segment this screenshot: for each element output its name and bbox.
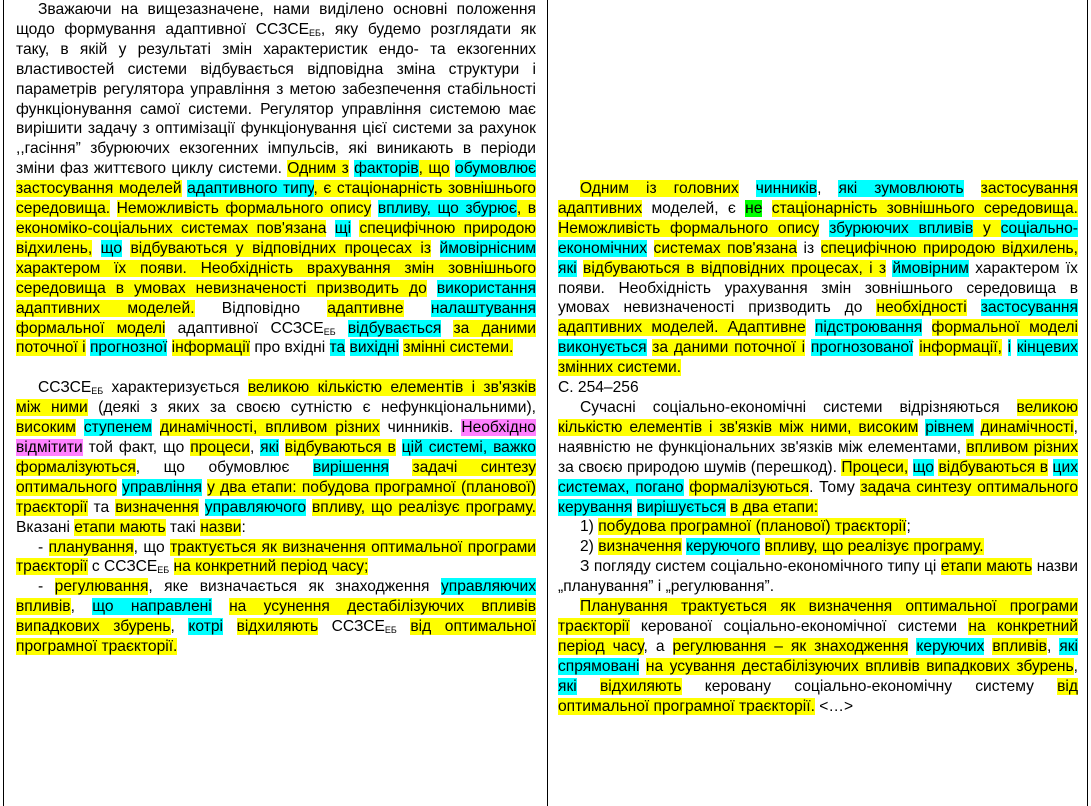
- text-run: [371, 200, 378, 217]
- highlighted-text: змінних системи.: [558, 359, 682, 377]
- text-run: [739, 180, 756, 197]
- highlighted-text: адаптивних моделей. Адаптивне: [558, 319, 806, 337]
- text-run: [805, 339, 811, 356]
- text-run: ,: [1046, 637, 1060, 655]
- highlighted-text: керування: [558, 498, 633, 516]
- highlighted-text: збурюючих впливів: [829, 219, 974, 237]
- highlighted-text: високим: [16, 419, 76, 437]
- text-run: [167, 339, 171, 356]
- highlighted-text: великою кількістю елементів і зв'язків між ними: [16, 379, 536, 417]
- right-column: [547, 0, 1088, 806]
- text-run: 1): [580, 518, 599, 536]
- left-column: [3, 0, 546, 806]
- highlighted-text: на усунення дестабілізуючих впливів випадкових збурень: [16, 598, 536, 636]
- highlighted-text: побудова програмної (планової) траєкторії: [598, 518, 907, 536]
- highlighted-text: інформації,: [919, 339, 1002, 357]
- paragraph-gap: [16, 358, 536, 378]
- highlighted-text: які: [558, 259, 577, 277]
- highlighted-text: впливом різних: [966, 438, 1078, 456]
- subscript: ЕБ: [309, 27, 321, 38]
- text-run: [169, 558, 173, 575]
- text-run: [404, 300, 431, 317]
- highlighted-text: Необхідно відмітити: [16, 419, 536, 457]
- highlighted-text: на усування дестабілізуючих впливів випадкових збурень: [645, 657, 1074, 675]
- text-run: , а: [643, 637, 673, 655]
- highlighted-text: відбувається: [347, 319, 442, 337]
- highlighted-text: на конкретний період часу: [558, 617, 1078, 655]
- text-run: [964, 180, 981, 197]
- highlighted-text: системах пов'язана: [653, 239, 798, 257]
- subscript: ЕБ: [384, 625, 397, 636]
- highlighted-text: , що: [418, 160, 450, 178]
- text-run: [647, 240, 653, 257]
- highlighted-text: чинників: [755, 180, 818, 197]
- highlighted-text: факторів: [354, 160, 419, 178]
- text-run: ССЗСЕ: [318, 618, 385, 636]
- highlighted-text: задача синтезу оптимального: [860, 478, 1078, 496]
- highlighted-text: вирішується: [636, 498, 726, 516]
- highlighted-text: за даними поточної і: [16, 319, 537, 357]
- highlighted-text: формальної моделі: [931, 319, 1078, 337]
- highlighted-text: ступенем: [83, 419, 152, 437]
- highlighted-text: етапи мають: [940, 558, 1033, 576]
- paragraph: [16, 378, 536, 537]
- highlighted-text: адаптивне: [327, 299, 404, 317]
- highlighted-text: Неможливість формального опису: [116, 200, 372, 218]
- highlighted-text: впливу, що реалізує програму.: [312, 498, 536, 516]
- text-run: із: [797, 239, 821, 257]
- highlighted-text: Процеси,: [841, 458, 909, 476]
- highlighted-text: адаптивних моделей.: [16, 299, 195, 317]
- highlighted-text: змінні системи.: [403, 339, 514, 357]
- text-run: Вказані: [16, 518, 75, 536]
- text-run: [212, 598, 229, 615]
- text-run: С. 254–256: [558, 379, 639, 397]
- highlighted-text: формальної моделі: [16, 319, 166, 337]
- highlighted-text: застосування моделей: [16, 180, 182, 198]
- highlighted-text: кінцевих: [1016, 339, 1078, 357]
- text-run: , наявністю не функціональних зв'язків між елементами,: [558, 418, 1078, 456]
- highlighted-text: задачі синтезу оптимального: [16, 458, 536, 496]
- text-run: ,: [170, 618, 189, 636]
- highlighted-text: формалізуються: [689, 478, 810, 496]
- text-run: <…>: [814, 697, 854, 715]
- highlighted-text: від оптимальної програмної траєкторії.: [558, 677, 1078, 715]
- text-run: [92, 240, 100, 257]
- paragraph: [16, 577, 536, 657]
- highlighted-text: інформації: [171, 339, 251, 357]
- highlighted-text: специфічною природою відхилень,: [16, 219, 536, 257]
- highlighted-text: цій системі, важко: [401, 439, 536, 457]
- highlighted-text: трактується як визначення оптимальної програми траєкторії: [16, 538, 536, 576]
- highlighted-text: специфічною природою відхилень,: [820, 239, 1078, 257]
- text-run: моделей, є: [642, 199, 746, 217]
- highlighted-text: визначення: [598, 538, 682, 556]
- highlighted-text: динамічності, впливом різних: [159, 419, 380, 437]
- text-run: [577, 678, 600, 695]
- highlighted-text: відбуваються у відповідних процесах із: [130, 239, 432, 257]
- subscript: ЕБ: [157, 565, 170, 576]
- text-run: с ССЗСЕ: [87, 558, 158, 576]
- text-run: [326, 220, 334, 237]
- paragraph: [558, 179, 1078, 378]
- highlighted-text: характером їх появи. Необхідність врахування змін зовнішнього середовища в умовах невизначеності призводить до: [16, 259, 536, 297]
- highlighted-text: ймовірнісним: [439, 239, 536, 257]
- highlighted-text: стаціонарність зовнішнього середовища. Неможливість формального опису: [558, 199, 1078, 237]
- highlighted-text: відбуваються в відповідних процесах, і з: [583, 259, 887, 277]
- text-run: :: [241, 518, 246, 536]
- text-run: Зважаючи на вищезазначене, нами виділено основні положення щодо формування адаптивної ССЗСЕ: [16, 1, 536, 38]
- text-run: назви „планування” і „регулювання”.: [558, 558, 1078, 596]
- highlighted-text: назви: [200, 518, 242, 536]
- highlighted-text: підстроювання: [814, 319, 923, 337]
- text-run: характеризується: [103, 379, 248, 397]
- text-run: [760, 538, 764, 555]
- highlighted-text: що: [912, 458, 934, 476]
- highlighted-text: адаптивного типу: [187, 180, 314, 198]
- text-run: [389, 459, 413, 476]
- text-run: , яку будемо розглядати як таку, в якій у результаті змін характеристик ендо- та екзогенних властивостей системи відбувається відповідна зміна структури і параметрів регулятора управління з метою забезпечення стабільності функціонування самої системи. Регулятор управління системою має вирішити задачу з оптимізації функціонування цієї системи за рахунок ,,гасіння” збурюючих екзогенних імпульсів, які виникають в періоди зміни фаз життєвого циклу системи.: [16, 20, 536, 178]
- highlighted-text: адаптивних: [558, 199, 643, 217]
- highlighted-text: не: [745, 199, 763, 217]
- highlighted-text: виконується: [558, 339, 647, 357]
- text-run: [974, 419, 981, 436]
- text-run: З погляду систем соціально-економічного типу ці: [580, 558, 941, 576]
- highlighted-text: які зумовлюють: [838, 180, 964, 197]
- highlighted-text: впливів: [992, 637, 1047, 655]
- paragraph: [558, 537, 1078, 557]
- text-run: [1048, 459, 1052, 476]
- highlighted-text: ймовірним: [892, 259, 969, 277]
- highlighted-text: вихідні: [349, 339, 399, 357]
- highlighted-text: які спрямовані: [558, 637, 1079, 675]
- highlighted-text: обумовлює: [455, 160, 536, 178]
- text-run: [819, 220, 829, 237]
- highlighted-text: відхиляють: [236, 618, 319, 636]
- highlighted-text: етапи мають: [74, 518, 166, 536]
- highlighted-text: у: [973, 219, 1001, 237]
- highlighted-text: прогнозованої: [810, 339, 914, 357]
- highlighted-text: планування: [48, 538, 134, 556]
- highlighted-text: рівнем: [925, 418, 974, 436]
- highlighted-text: визначення: [115, 498, 199, 516]
- text-run: [967, 299, 981, 316]
- highlighted-text: динамічності: [980, 418, 1074, 436]
- text-run: керованої соціально-економічної системи: [629, 617, 969, 635]
- highlighted-text: Одним з: [287, 160, 349, 178]
- text-run: ССЗСЕ: [38, 379, 92, 397]
- highlighted-text: відхиляють: [600, 677, 682, 695]
- text-run: (деякі з яких за своєю сутністю є нефункціональними),: [87, 399, 536, 417]
- highlighted-text: і: [1007, 339, 1012, 357]
- highlighted-text: та: [329, 339, 346, 357]
- text-run: [152, 419, 160, 436]
- text-run: -: [38, 578, 55, 596]
- paragraph: [558, 378, 1078, 398]
- highlighted-text: , є стаціонарність зовнішнього середовища.: [16, 180, 536, 218]
- text-run: ,: [1073, 657, 1078, 675]
- text-run: за своєю природою шумів (перешкод).: [558, 458, 842, 476]
- highlighted-text: процеси: [190, 439, 250, 457]
- text-run: [639, 658, 645, 675]
- text-run: [1002, 339, 1008, 356]
- highlighted-text: у два етапи: побудова програмної (планової) траєкторії: [16, 478, 536, 516]
- highlighted-text: управляючого: [204, 498, 306, 516]
- text-run: [431, 240, 439, 257]
- text-run: [922, 319, 931, 336]
- highlighted-text: управляючих: [440, 578, 537, 596]
- paragraph: [558, 557, 1078, 597]
- paragraph: [16, 538, 536, 578]
- highlighted-text: впливу, що збурює: [377, 200, 517, 218]
- paragraph: [558, 597, 1078, 716]
- highlighted-text: застосування: [980, 180, 1078, 197]
- text-run: Відповідно: [194, 299, 328, 317]
- text-run: , яке визначається як знаходження: [148, 578, 441, 596]
- subscript: ЕБ: [323, 326, 336, 337]
- paragraph: [558, 517, 1078, 537]
- text-run: [1011, 339, 1017, 356]
- text-run: -: [38, 538, 49, 556]
- highlighted-text: що направлені: [92, 598, 212, 616]
- text-run: [396, 439, 402, 456]
- text-run: [223, 618, 237, 635]
- text-run: . Тому: [809, 478, 861, 496]
- highlighted-text: впливу, що реалізує програму.: [764, 538, 984, 556]
- highlighted-text: регулювання – як знаходження: [672, 637, 909, 655]
- text-run: [199, 499, 205, 516]
- text-run: [762, 200, 771, 217]
- highlighted-text: великою кількістю елементів і зв'язків між ними, високим: [558, 398, 1078, 436]
- text-run: чинників.: [379, 419, 462, 437]
- text-run: [110, 200, 117, 217]
- highlighted-text: від оптимальної програмної траєкторії.: [16, 618, 536, 656]
- text-run: ,: [817, 180, 839, 197]
- text-run: ,: [70, 598, 93, 616]
- highlighted-text: налаштування: [430, 299, 536, 317]
- text-run: про вхідні: [250, 339, 330, 357]
- paragraph: [558, 398, 1078, 517]
- paragraph: [16, 0, 536, 358]
- highlighted-text: керуючого: [686, 538, 761, 556]
- highlighted-text: керуючих: [916, 637, 985, 655]
- highlighted-text: застосування: [980, 299, 1078, 317]
- text-run: та: [87, 498, 116, 516]
- highlighted-text: які: [558, 677, 577, 695]
- highlighted-text: необхідності: [876, 299, 967, 317]
- text-run: ;: [906, 518, 911, 536]
- text-run: [806, 319, 815, 336]
- text-run: , що: [133, 538, 171, 556]
- text-run: адаптивної ССЗСЕ: [165, 319, 324, 337]
- text-run: [279, 439, 285, 456]
- subscript: ЕБ: [91, 386, 104, 397]
- text-run: [336, 320, 348, 337]
- highlighted-text: цих системах, погано: [558, 458, 1078, 496]
- text-run: , що обумовлює: [135, 458, 313, 476]
- highlighted-text: Одним із головних: [580, 180, 739, 197]
- highlighted-text: використання: [436, 279, 536, 297]
- text-run: [345, 339, 349, 356]
- text-run: [427, 280, 437, 297]
- text-run: [441, 320, 453, 337]
- highlighted-text: формалізуються: [16, 458, 136, 476]
- highlighted-text: вирішення: [312, 458, 389, 476]
- highlighted-text: що: [100, 239, 122, 257]
- highlighted-text: за даними поточної і: [652, 339, 806, 357]
- highlighted-text: відбуваються в: [938, 458, 1049, 476]
- text-run: Сучасні соціально-економічні системи відрізняються: [580, 398, 1017, 416]
- highlighted-text: регулювання: [54, 578, 149, 596]
- text-run: ,: [249, 439, 261, 457]
- highlighted-text: , в: [516, 200, 536, 218]
- highlighted-text: соціально-економічних: [558, 219, 1078, 257]
- highlighted-text: прогнозної: [89, 339, 168, 357]
- text-run: характером їх появи. Необхідність урахування змін зовнішнього середовища в умовах невизначеності призводить до: [558, 259, 1078, 317]
- highlighted-text: котрі: [188, 618, 223, 636]
- highlighted-text: Планування трактується як визначення оптимальної програми траєкторії: [558, 598, 1078, 635]
- text-run: 2): [580, 538, 599, 556]
- text-run: [76, 419, 84, 436]
- highlighted-text: щі: [334, 219, 352, 237]
- highlighted-text: економіко-соціальних системах пов'язана: [16, 219, 327, 237]
- text-run: [397, 618, 411, 635]
- highlighted-text: впливів: [16, 598, 71, 616]
- highlighted-text: в два етапи:: [730, 498, 819, 516]
- highlighted-text: управління: [122, 478, 202, 496]
- text-run: той факт, що: [82, 439, 191, 457]
- text-run: керовану соціально-економічну систему: [681, 677, 1058, 695]
- highlighted-text: на конкретний період часу;: [173, 558, 369, 576]
- highlighted-text: які: [260, 439, 279, 457]
- highlighted-text: відбуваються в: [284, 439, 396, 457]
- text-run: такі: [165, 518, 201, 536]
- text-run: [908, 459, 912, 476]
